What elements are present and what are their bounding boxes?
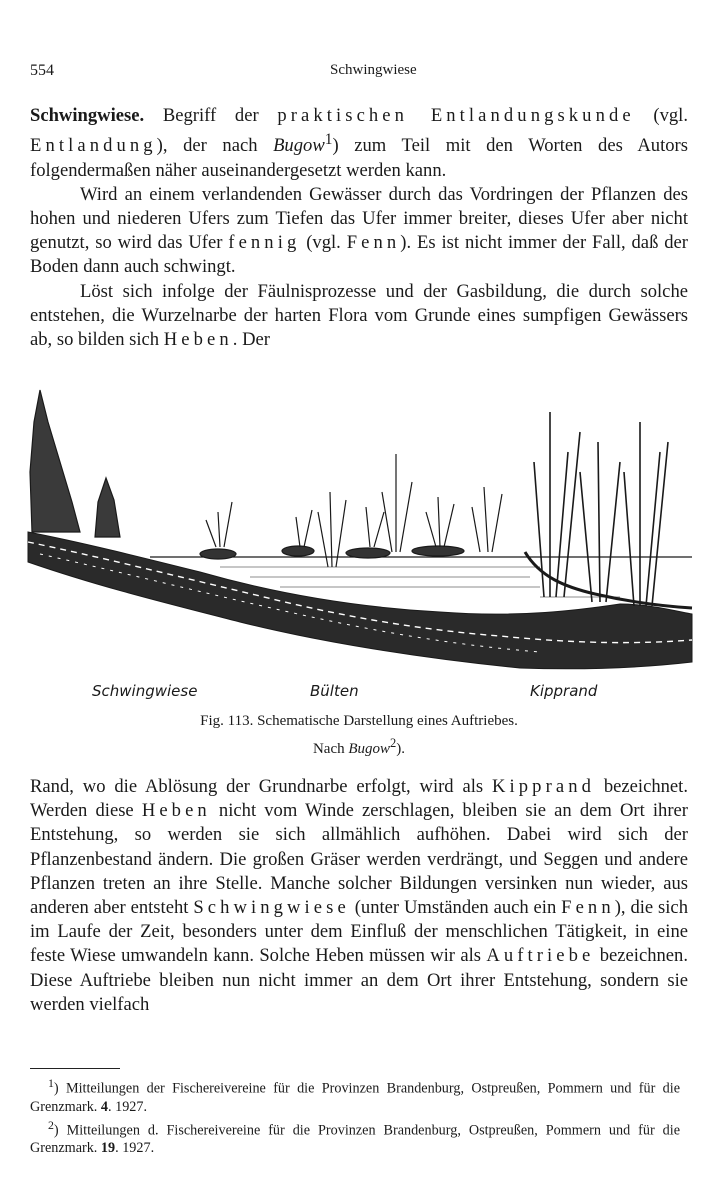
footnote-marker: 1 <box>324 131 333 149</box>
entry-lemma: Schwingwiese. <box>30 105 145 126</box>
spaced-term: Heben <box>163 329 233 351</box>
text-run: ) zum Teil mit den Worten des Autors folgendermaßen näher auseinandergesetzt werden kann. <box>30 135 688 181</box>
cross-reference: Fenn <box>346 232 401 254</box>
figure-caption <box>30 710 688 760</box>
page-number: 554 <box>30 62 54 79</box>
bulte-mat <box>412 546 464 556</box>
cross-reference: Entlandung <box>30 135 157 157</box>
reed-icon <box>366 507 384 547</box>
text-run: ), der nach <box>156 135 274 157</box>
footnote-divider <box>30 1068 120 1069</box>
schematic-illustration <box>20 382 696 702</box>
label-schwingwiese: Schwingwiese <box>92 682 198 700</box>
paragraph-heben <box>30 280 688 353</box>
spaced-term: Schwingwiese <box>193 897 350 919</box>
reed-icon <box>206 502 232 547</box>
spaced-term: fennig <box>228 232 301 254</box>
running-title: Schwingwiese <box>330 62 417 78</box>
bulte-mat <box>282 546 314 556</box>
tall-reed-icon <box>624 422 668 606</box>
text-run: bezeichnet. Werden diese <box>30 776 688 822</box>
author-name: Bugow <box>348 741 391 757</box>
volume-number: 19 <box>100 1140 116 1157</box>
caption-line-1: Fig. 113. Schematische Darstellung eines Auftriebes. <box>200 713 518 729</box>
text-run: (vgl. <box>300 232 347 254</box>
footnote-marker: 2 <box>390 736 397 750</box>
entry-text-top <box>30 104 688 352</box>
label-bulten: Bülten <box>310 682 359 700</box>
cross-reference: Fenn <box>561 897 615 919</box>
reed-icon <box>382 454 412 552</box>
bulte-mat <box>200 549 236 559</box>
spaced-term: Kipprand <box>492 776 595 797</box>
text-run: (unter Umständen auch ein <box>349 897 562 919</box>
spaced-term: Auftriebe <box>486 945 595 967</box>
spaced-term: Heben <box>141 800 211 822</box>
reed-icon <box>426 497 454 547</box>
volume-number: 4 <box>100 1098 108 1115</box>
text-run: bezeichnen. Diese Auftriebe bleiben nun nicht immer an dem Ort ihrer Entstehung, sondern sie werden vielfach <box>30 945 688 1015</box>
reed-icon <box>296 510 312 547</box>
paragraph-fennig <box>30 183 688 280</box>
footnotes <box>30 1074 680 1157</box>
paragraph-definition <box>30 104 688 183</box>
text-run: . Der <box>232 329 270 351</box>
text-run: Rand, wo die Ablösung der Grundnarbe erfolgt, wird als <box>30 776 493 797</box>
text-run: Begriff der <box>144 105 278 126</box>
footnote-number: 2 <box>48 1117 54 1132</box>
text-run: Nach <box>312 741 349 757</box>
entry-text-bottom <box>30 775 688 1017</box>
label-kipprand: Kipprand <box>530 682 598 700</box>
footnote-2 <box>30 1116 680 1158</box>
tall-tree-icon <box>30 390 80 532</box>
reed-icon <box>318 492 346 567</box>
small-tree-icon <box>95 478 120 537</box>
text-run: Wird an einem verlandenden Gewässer durch das Vordringen der Pflanzen des hohen und niederen Ufers zum Tiefen das Ufer immer breiter, dieses Ufer aber nicht genutzt, so wird das Ufer <box>30 183 688 254</box>
caption-line-2 <box>30 732 688 760</box>
paragraph-kipprand <box>30 775 688 1017</box>
footnote-year: . 1927. <box>108 1098 148 1115</box>
tall-reed-icon <box>580 442 620 602</box>
footnote-text: ) Mitteilungen d. Fischereivereine für die Provinzen Brandenburg, Ostpreußen, Pommern und für die Grenzmark. <box>30 1122 680 1157</box>
text-run: ). Es ist nicht immer der Fall, daß der Boden dann auch schwingt. <box>30 232 688 278</box>
text-run: Löst sich infolge der Fäulnisprozesse und der Gasbildung, die durch solche entstehen, die Wurzelnarbe der harten Flora vom Grunde eines sumpfigen Gewässers ab, so bilden sich <box>30 280 688 351</box>
text-run: ). <box>396 741 406 757</box>
footnote-number: 1 <box>48 1076 54 1090</box>
reed-icon <box>472 487 502 552</box>
footnote-year: . 1927. <box>115 1140 155 1157</box>
author-name: Bugow <box>273 135 325 157</box>
text-run: nicht vom Winde zerschlagen, bleiben sie an dem Ort ihrer Entstehung, so werden sie sich allmählich aufhöhen. Dabei wird sich der Pflanzenbestand ändern. Die großen Gräser werden verdrängt, und Seggen und andere Pflanzen treten an ihre Stelle. Manche solcher Bildungen versinken nun wieder, aus anderen aber entsteht <box>30 800 688 919</box>
text-run: (vgl. <box>634 105 688 126</box>
footnote-1 <box>30 1074 680 1116</box>
spaced-term: praktischen Entlandungskunde <box>277 105 635 126</box>
figure-113 <box>20 382 696 702</box>
text-run: ), die sich im Laufe der Zeit, besonders unter dem Einfluß der menschlichen Tätigkeit, in eine feste Wiese umwandeln kann. Solche Heben müssen wir als <box>30 897 688 967</box>
bulte-mat <box>346 548 390 558</box>
footnote-text: ) Mitteilungen der Fischereivereine für die Provinzen Brandenburg, Ostpreußen, Pommern und für die Grenzmark. <box>30 1080 680 1115</box>
